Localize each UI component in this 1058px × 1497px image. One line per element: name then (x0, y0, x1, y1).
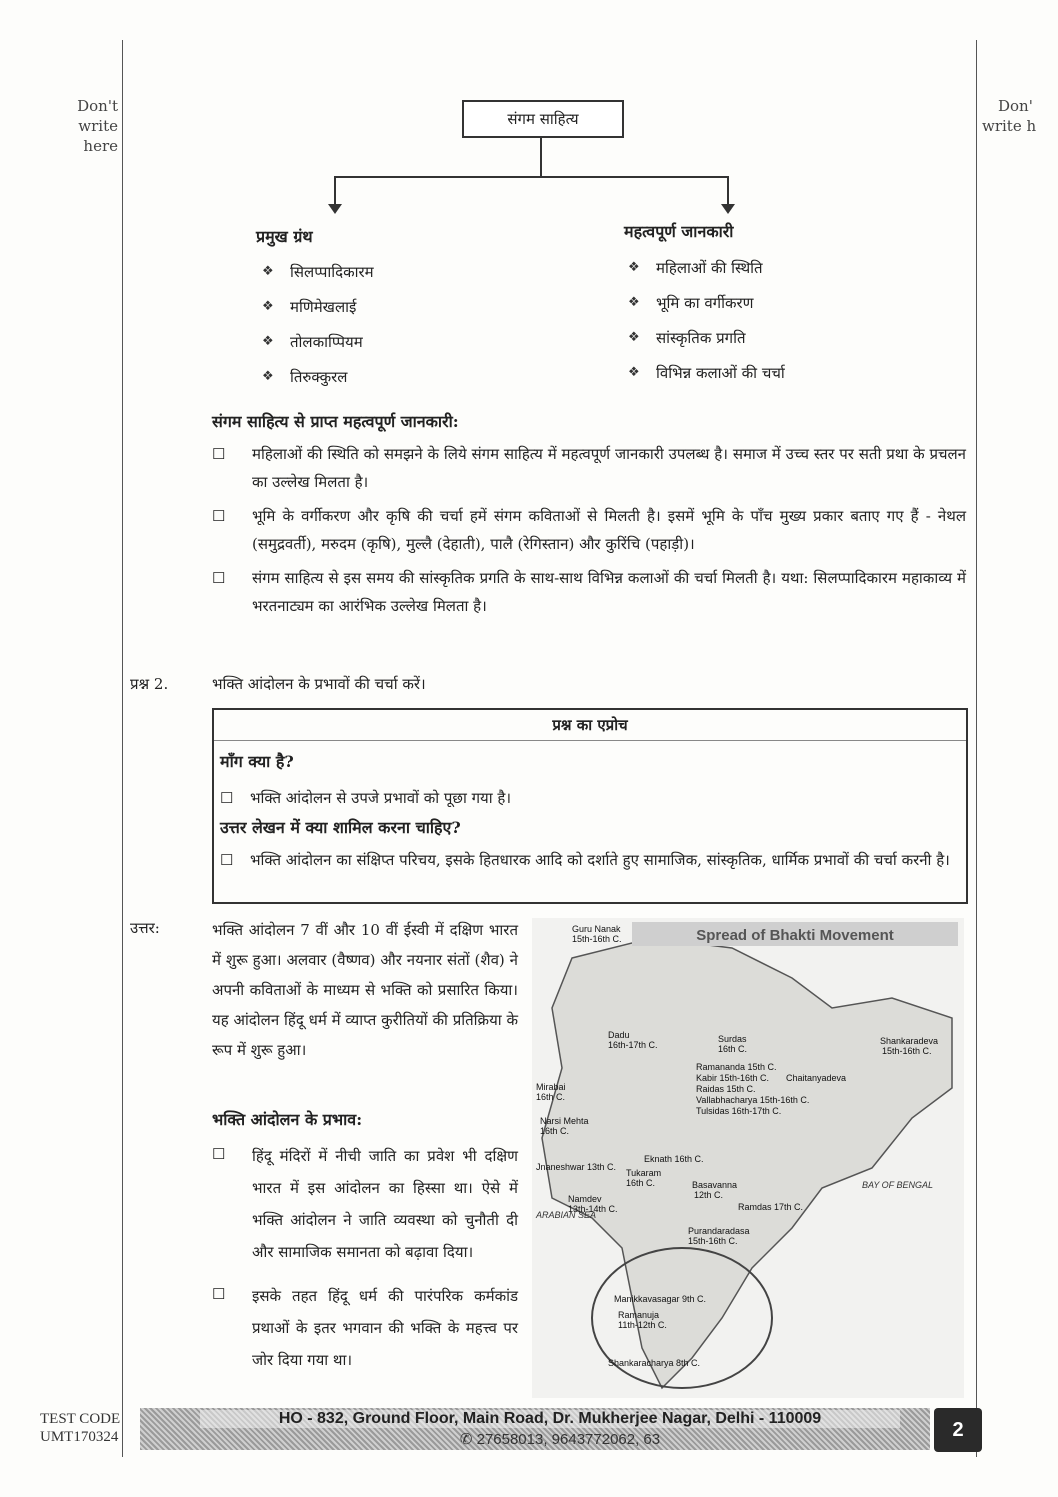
tree-trunk (540, 136, 542, 176)
map-label-sub: 13th-14th C. (568, 1204, 618, 1214)
map-label-sub: 15th-16th C. (572, 934, 622, 944)
list-item-text: तिरुक्कुरल (290, 367, 348, 386)
list-item-text: भूमि का वर्गीकरण (656, 293, 754, 312)
left-margin-line-2: write here (78, 117, 118, 155)
list-item (262, 324, 374, 359)
test-code-label: TEST CODE (40, 1411, 121, 1427)
effects-heading: भक्ति आंदोलन के प्रभाव: (212, 1110, 363, 1129)
demand-heading: माँग क्या है? (220, 752, 294, 771)
diamond-bullet-icon: ❖ (262, 264, 274, 279)
para-item (212, 1140, 518, 1268)
list-item (262, 289, 374, 324)
para-text: हिंदू मंदिरों में नीची जाति का प्रवेश भी दक्षिण भारत में इस आंदोलन का हिस्सा था। ऐसे में भक्ति आंदोलन ने जाति व्यवस्था को चुनौती दी और सामाजिक समानता को बढ़ावा दिया। (252, 1147, 518, 1261)
map-label-sub: 16th C. (626, 1178, 656, 1188)
list-item-text: मणिमेखलाई (290, 297, 357, 316)
checkbox-icon: ☐ (212, 1145, 226, 1163)
test-code-value: UMT170324 (40, 1429, 119, 1445)
arrow-down-icon (328, 204, 342, 214)
tree-right-title: महत्वपूर्ण जानकारी (624, 222, 734, 241)
right-margin-rule (976, 40, 977, 1457)
para-text: इसके तहत हिंदू धर्म की पारंपरिक कर्मकांड प्रथाओं के इतर भगवान की भक्ति के महत्त्व पर जोर दिया गया था। (252, 1287, 518, 1369)
map-label: Guru Nanak (572, 924, 621, 934)
diamond-bullet-icon: ❖ (628, 330, 640, 345)
map-label: Manikkavasagar 9th C. (614, 1294, 707, 1304)
map-label-sub: 16th C. (536, 1092, 566, 1102)
include-point-text: भक्ति आंदोलन का संक्षिप्त परिचय, इसके हितधारक आदि को दर्शाते हुए सामाजिक, सांस्कृतिक, धार्मिक प्रभावों की चर्चा करनी है। (250, 851, 950, 869)
map-label-sub: 11th-12th C. (618, 1320, 667, 1330)
tree-left-title: प्रमुख ग्रंथ (256, 227, 313, 246)
right-margin-line-2: write h (982, 117, 1037, 135)
diamond-bullet-icon: ❖ (262, 299, 274, 314)
diamond-bullet-icon: ❖ (628, 295, 640, 310)
list-item-text: महिलाओं की स्थिति (656, 258, 763, 277)
tree-left-list (262, 254, 374, 394)
map-label: Ramanuja (618, 1310, 660, 1320)
map-label: Chaitanyadeva (786, 1073, 847, 1083)
footer-phone: ✆ 27658013, 9643772062, 63 (459, 1431, 661, 1448)
left-margin-line-1: Don't (77, 97, 118, 115)
list-item (262, 359, 374, 394)
bhakti-map (532, 918, 964, 1398)
section-heading: संगम साहित्य से प्राप्त महत्वपूर्ण जानकारी: (212, 412, 459, 431)
answer-label: उत्तर: (130, 919, 160, 937)
map-label: Ramananda 15th C. (696, 1062, 777, 1072)
right-margin-line-1: Don' (998, 97, 1033, 115)
map-label-sub: 15th-16th C. (688, 1236, 738, 1246)
map-label: Raidas 15th C. (696, 1084, 756, 1094)
checkbox-icon: ☐ (220, 851, 234, 869)
diamond-bullet-icon: ❖ (628, 260, 640, 275)
left-margin-note (48, 96, 118, 156)
map-label-sub: 15th-16th C. (882, 1046, 932, 1056)
map-label: Basavanna (692, 1180, 738, 1190)
checkbox-icon: ☐ (212, 1285, 226, 1303)
map-label: Shankaracharya 8th C. (608, 1358, 701, 1368)
map-label: Surdas (718, 1034, 747, 1044)
para-text: भूमि के वर्गीकरण और कृषि की चर्चा हमें संगम कविताओं से मिलती है। इसमें भूमि के पाँच मुख्य प्रकार बताए गए हैं - नेथल (समुद्रवर्ती), मरुदम (कृषि), मुल्लै (देहाती), पालै (रेगिस्तान) और कुरिंचि (पहाड़ी)। (252, 507, 966, 553)
demand-point-text: भक्ति आंदोलन से उपजे प्रभावों को पूछा गया है। (250, 789, 512, 807)
arrow-down-icon (721, 204, 735, 214)
para-item (212, 440, 966, 496)
para-text: महिलाओं की स्थिति को समझने के लिये संगम साहित्य में महत्वपूर्ण जानकारी उपलब्ध है। समाज में उच्च स्तर पर सती प्रथा के प्रचलन का उल्लेख मिलता है। (252, 445, 966, 491)
question-text: भक्ति आंदोलन के प्रभावों की चर्चा करें। (212, 675, 426, 693)
map-label-sub: 16th C. (718, 1044, 748, 1054)
answer-intro: भक्ति आंदोलन 7 वीं और 10 वीं ईस्वी में दक्षिण भारत में शुरू हुआ। अलवार (वैष्णव) और नयनार संतों (शैव) ने अपनी कविताओं के माध्यम से भक्ति को प्रसारित किया। यह आंदोलन हिंदू धर्म में व्याप्त कुरीतियों की प्रतिक्रिया के रूप में शुरू हुआ। (212, 921, 518, 1059)
list-item (628, 285, 785, 320)
diamond-bullet-icon: ❖ (262, 334, 274, 349)
approach-title: प्रश्न का एप्रोच (214, 710, 966, 741)
sea-label: BAY OF BENGAL (862, 1180, 934, 1190)
map-label-sub: 16th-17th C. (608, 1040, 658, 1050)
right-margin-note (982, 96, 1058, 136)
include-heading: उत्तर लेखन में क्या शामिल करना चाहिए? (220, 818, 461, 837)
list-item-text: विभिन्न कलाओं की चर्चा (656, 363, 785, 382)
sea-label: ARABIAN SEA (536, 1210, 597, 1220)
page-number: 2 (934, 1408, 982, 1452)
question-label: प्रश्न 2. (130, 675, 169, 693)
map-label: Purandaradasa (688, 1226, 750, 1236)
para-item (212, 564, 966, 620)
list-item (628, 355, 785, 390)
test-code-block (40, 1410, 120, 1446)
map-label: Ramdas 17th C. (738, 1202, 804, 1212)
map-label: Narsi Mehta (540, 1116, 589, 1126)
list-item (262, 254, 374, 289)
map-label: Namdev (568, 1194, 602, 1204)
footer-address: HO - 832, Ground Floor, Main Road, Dr. Mukherjee Nagar, Delhi - 110009 (200, 1410, 900, 1428)
map-label: Shankaradeva (880, 1036, 939, 1046)
checkbox-icon: ☐ (212, 445, 226, 463)
diamond-bullet-icon: ❖ (628, 365, 640, 380)
approach-box (212, 708, 968, 904)
checkbox-icon: ☐ (220, 789, 234, 807)
diamond-bullet-icon: ❖ (262, 369, 274, 384)
map-label: Jnaneshwar 13th C. (536, 1162, 617, 1172)
list-item-text: सांस्कृतिक प्रगति (656, 328, 746, 347)
map-label: Eknath 16th C. (644, 1154, 704, 1164)
tree-root-box (462, 100, 624, 138)
para-item (212, 1280, 518, 1376)
include-point (220, 846, 958, 874)
tree-left-stem (334, 176, 336, 206)
map-label: Mirabai (536, 1082, 566, 1092)
list-item-text: सिलप्पादिकारम (290, 262, 374, 281)
list-item (628, 250, 785, 285)
list-item (628, 320, 785, 355)
map-label: Dadu (608, 1030, 630, 1040)
tree-right-list (628, 250, 785, 390)
map-figure (532, 918, 964, 1398)
section1-points (212, 440, 966, 620)
map-label-sub: 16th C. (540, 1126, 570, 1136)
map-label: Tulsidas 16th-17th C. (696, 1106, 782, 1116)
tree-root-label: संगम साहित्य (507, 110, 579, 128)
effects-list (212, 1140, 518, 1376)
para-item (212, 502, 966, 558)
tree-right-stem (727, 176, 729, 206)
checkbox-icon: ☐ (212, 569, 226, 587)
map-label-sub: 12th C. (694, 1190, 724, 1200)
map-label: Tukaram (626, 1168, 662, 1178)
checkbox-icon: ☐ (212, 507, 226, 525)
left-margin-rule (122, 40, 123, 1457)
tree-crossbar (334, 176, 728, 178)
map-label: Kabir 15th-16th C. (696, 1073, 770, 1083)
para-text: संगम साहित्य से इस समय की सांस्कृतिक प्रगति के साथ-साथ विभिन्न कलाओं की चर्चा मिलती है। यथा: सिलप्पादिकारम महाकाव्य में भरतनाट्यम का आरंभिक उल्लेख मिलता है। (252, 569, 966, 615)
map-label: Vallabhacharya 15th-16th C. (696, 1095, 810, 1105)
list-item-text: तोलकाप्पियम (290, 332, 363, 351)
demand-point (220, 784, 958, 812)
map-title: Spread of Bhakti Movement (696, 927, 894, 944)
